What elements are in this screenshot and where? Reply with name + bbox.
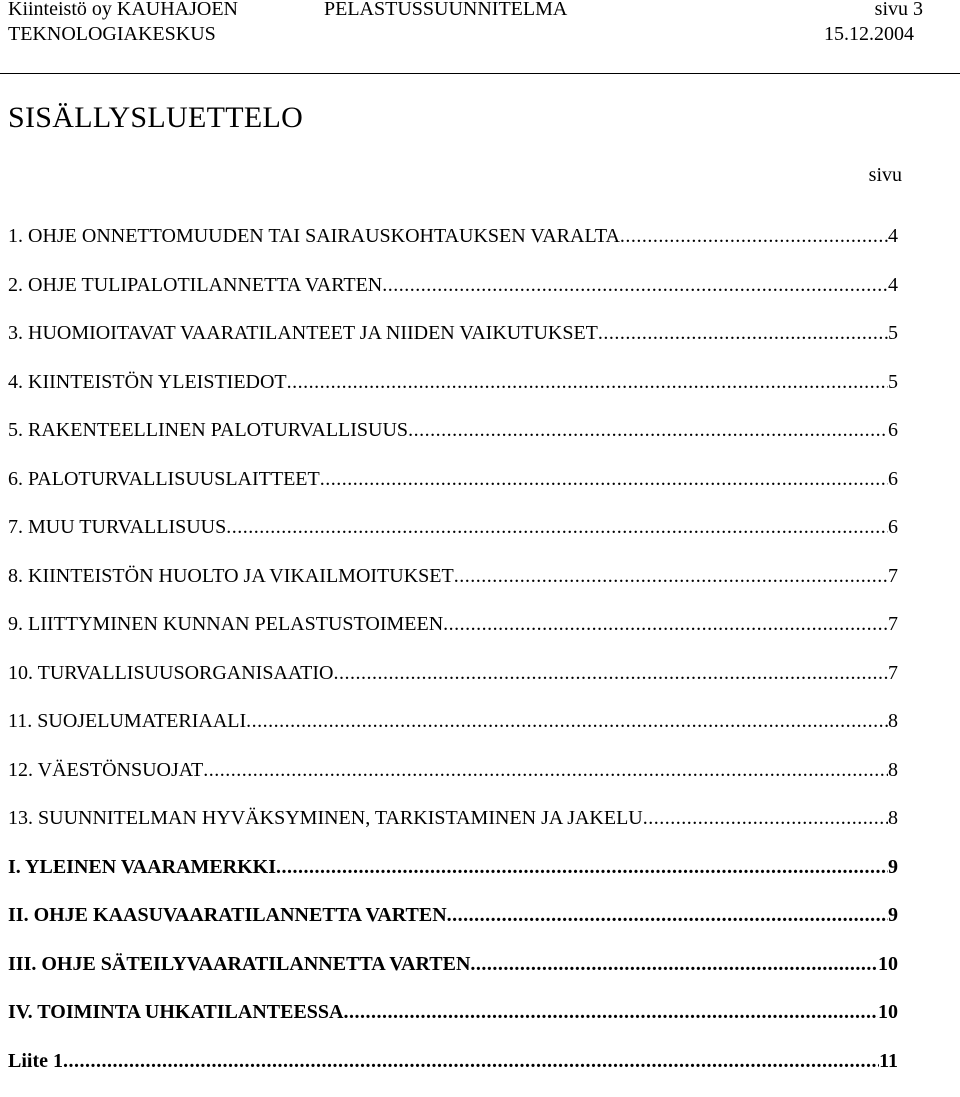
toc-dot-leader — [470, 952, 878, 976]
toc-entry-page: 4 — [888, 224, 898, 248]
toc-entry[interactable] — [8, 1000, 898, 1049]
toc-dot-leader — [333, 661, 888, 685]
toc-entry[interactable] — [8, 952, 898, 1001]
header-divider — [0, 73, 960, 74]
toc-entry-page: 8 — [888, 709, 898, 733]
toc-dot-leader — [226, 515, 888, 539]
toc-entry-title: 13. SUUNNITELMAN HYVÄKSYMINEN, TARKISTAMINEN JA JAKELU — [8, 806, 643, 830]
toc-entry-title: 12. VÄESTÖNSUOJAT — [8, 758, 203, 782]
toc-entry-page: 11 — [879, 1049, 898, 1073]
toc-dot-leader — [620, 224, 888, 248]
toc-dot-leader — [246, 709, 888, 733]
toc-entry-page: 5 — [888, 321, 898, 345]
toc-entry-title: 8. KIINTEISTÖN HUOLTO JA VIKAILMOITUKSET — [8, 564, 454, 588]
header-page-number: sivu 3 — [875, 0, 923, 21]
toc-dot-leader — [276, 855, 888, 879]
toc-dot-leader — [443, 612, 888, 636]
toc-entry-page: 4 — [888, 273, 898, 297]
table-of-contents — [8, 224, 898, 1097]
toc-entry-title: I. YLEINEN VAARAMERKKI — [8, 855, 276, 879]
toc-page-column-label: sivu — [869, 163, 902, 187]
header-company: Kiinteistö oy KAUHAJOEN — [8, 0, 238, 21]
toc-entry-page: 10 — [878, 952, 898, 976]
toc-entry[interactable] — [8, 709, 898, 758]
page-title: SISÄLLYSLUETTELO — [8, 100, 303, 136]
toc-entry-title: 7. MUU TURVALLISUUS — [8, 515, 226, 539]
page-header — [8, 0, 952, 52]
header-date: 15.12.2004 — [824, 22, 914, 46]
toc-entry[interactable] — [8, 903, 898, 952]
toc-entry-page: 5 — [888, 370, 898, 394]
toc-entry-title: 6. PALOTURVALLISUUSLAITTEET — [8, 467, 320, 491]
toc-entry-title: III. OHJE SÄTEILYVAARATILANNETTA VARTEN — [8, 952, 470, 976]
toc-entry-title: II. OHJE KAASUVAARATILANNETTA VARTEN — [8, 903, 447, 927]
toc-entry-page: 7 — [888, 612, 898, 636]
toc-entry[interactable] — [8, 855, 898, 904]
toc-entry-page: 8 — [888, 758, 898, 782]
toc-entry-page: 6 — [888, 418, 898, 442]
toc-entry-page: 10 — [878, 1000, 898, 1024]
toc-entry-title: 2. OHJE TULIPALOTILANNETTA VARTEN — [8, 273, 382, 297]
toc-dot-leader — [63, 1049, 879, 1073]
toc-dot-leader — [408, 418, 888, 442]
toc-dot-leader — [598, 321, 888, 345]
toc-entry[interactable] — [8, 564, 898, 613]
toc-entry[interactable] — [8, 418, 898, 467]
toc-dot-leader — [454, 564, 888, 588]
toc-entry[interactable] — [8, 370, 898, 419]
toc-entry-page: 9 — [888, 855, 898, 879]
toc-dot-leader — [447, 903, 888, 927]
toc-dot-leader — [203, 758, 888, 782]
header-document-title: PELASTUSSUUNNITELMA — [324, 0, 567, 21]
toc-entry-page: 7 — [888, 564, 898, 588]
toc-dot-leader — [320, 467, 888, 491]
toc-entry[interactable] — [8, 612, 898, 661]
header-center-name: TEKNOLOGIAKESKUS — [8, 22, 216, 46]
toc-entry[interactable] — [8, 1049, 898, 1097]
toc-entry[interactable] — [8, 273, 898, 322]
toc-entry-page: 6 — [888, 515, 898, 539]
toc-entry-title: 4. KIINTEISTÖN YLEISTIEDOT — [8, 370, 287, 394]
toc-dot-leader — [643, 806, 888, 830]
toc-entry-title: 5. RAKENTEELLINEN PALOTURVALLISUUS — [8, 418, 408, 442]
toc-entry[interactable] — [8, 758, 898, 807]
toc-entry-page: 9 — [888, 903, 898, 927]
toc-entry[interactable] — [8, 515, 898, 564]
toc-entry[interactable] — [8, 467, 898, 516]
toc-entry[interactable] — [8, 321, 898, 370]
toc-entry-title: IV. TOIMINTA UHKATILANTEESSA — [8, 1000, 343, 1024]
toc-entry[interactable] — [8, 661, 898, 710]
toc-entry-page: 8 — [888, 806, 898, 830]
toc-entry-title: 3. HUOMIOITAVAT VAARATILANTEET JA NIIDEN VAIKUTUKSET — [8, 321, 598, 345]
toc-entry-title: 9. LIITTYMINEN KUNNAN PELASTUSTOIMEEN — [8, 612, 443, 636]
toc-entry-page: 7 — [888, 661, 898, 685]
toc-entry[interactable] — [8, 806, 898, 855]
toc-dot-leader — [382, 273, 888, 297]
toc-entry-title: 11. SUOJELUMATERIAALI — [8, 709, 246, 733]
toc-entry-title: 1. OHJE ONNETTOMUUDEN TAI SAIRAUSKOHTAUKSEN VARALTA — [8, 224, 620, 248]
toc-dot-leader — [343, 1000, 878, 1024]
toc-entry[interactable] — [8, 224, 898, 273]
toc-entry-page: 6 — [888, 467, 898, 491]
toc-entry-title: Liite 1 — [8, 1049, 63, 1073]
toc-dot-leader — [287, 370, 888, 394]
toc-entry-title: 10. TURVALLISUUSORGANISAATIO — [8, 661, 333, 685]
